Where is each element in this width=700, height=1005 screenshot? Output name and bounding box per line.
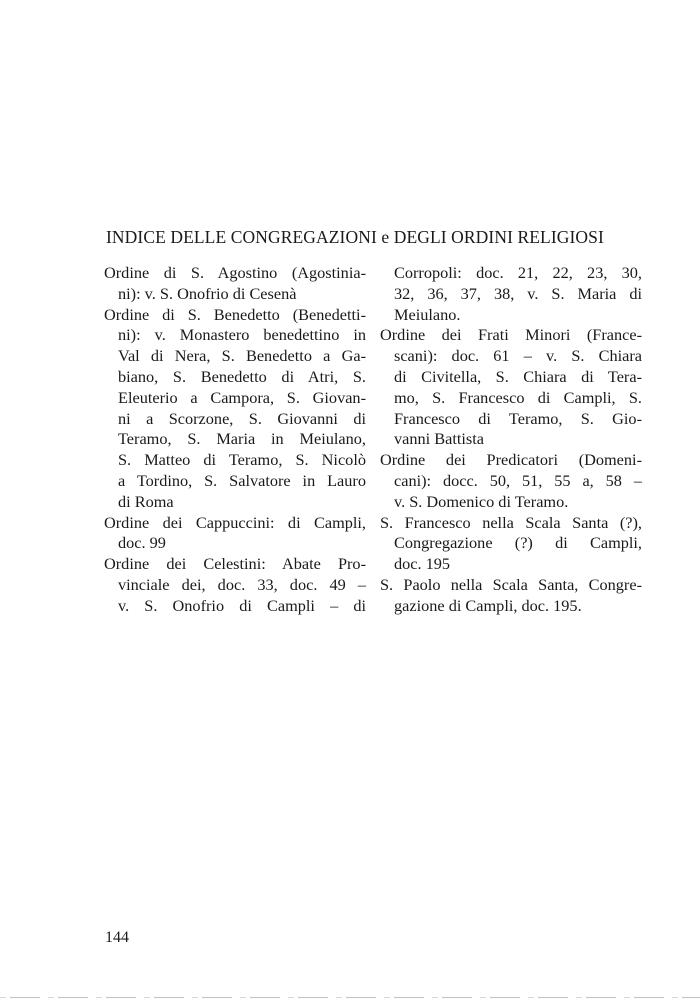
- index-line: biano, S. Benedetto di Atri, S.: [118, 366, 366, 386]
- index-line: doc. 99: [118, 533, 166, 553]
- index-line: Ordine dei Cappuccini: di Campli,: [104, 512, 366, 532]
- index-line: Teramo, S. Maria in Meiulano,: [118, 429, 366, 449]
- index-line: di Civitella, S. Chiara di Tera-: [394, 366, 642, 386]
- index-line: S. Francesco nella Scala Santa (?),: [380, 512, 642, 532]
- index-line: ni): v. S. Onofrio di Cesenà: [118, 283, 297, 303]
- index-line: ni a Scorzone, S. Giovanni di: [118, 408, 366, 428]
- index-line: doc. 195: [394, 554, 451, 574]
- index-line: Ordine dei Celestini: Abate Pro-: [104, 554, 366, 574]
- index-line: v. S. Domenico di Teramo.: [394, 491, 569, 511]
- page-title: INDICE DELLE CONGREGAZIONI e DEGLI ORDINI RELIGIOSI: [106, 227, 604, 247]
- index-line: di Roma: [118, 491, 174, 511]
- page-number: 144: [105, 929, 129, 946]
- index-line: Corropoli: doc. 21, 22, 23, 30,: [394, 263, 642, 282]
- index-line: Val di Nera, S. Benedetto a Ga-: [118, 346, 366, 366]
- index-line: scani): doc. 61 – v. S. Chiara: [394, 346, 642, 366]
- index-column-left: [104, 263, 366, 617]
- scan-edge-line: [0, 997, 700, 998]
- index-line: gazione di Campli, doc. 195.: [394, 595, 582, 615]
- index-line: cani): docc. 50, 51, 55 a, 58 –: [394, 470, 642, 490]
- index-line: vinciale dei, doc. 33, doc. 49 –: [118, 574, 366, 594]
- index-line: Eleuterio a Campora, S. Giovan-: [118, 387, 366, 407]
- index-line: a Tordino, S. Salvatore in Lauro: [118, 470, 366, 490]
- index-line: Ordine dei Predicatori (Domeni-: [380, 450, 642, 470]
- index-line: ni): v. Monastero benedettino in: [118, 325, 366, 345]
- index-line: mo, S. Francesco di Campli, S.: [394, 387, 642, 407]
- index-line: v. S. Onofrio di Campli – di: [118, 595, 366, 615]
- index-line: Ordine dei Frati Minori (France-: [380, 325, 642, 345]
- index-line: 32, 36, 37, 38, v. S. Maria di: [394, 283, 642, 303]
- index-line: vanni Battista: [394, 429, 484, 449]
- index-line: Francesco di Teramo, S. Gio-: [394, 408, 642, 428]
- index-line: S. Matteo di Teramo, S. Nicolò: [118, 450, 366, 470]
- index-line: Ordine di S. Benedetto (Benedetti-: [104, 304, 366, 324]
- index-line: Meiulano.: [394, 304, 461, 324]
- index-line: Congregazione (?) di Campli,: [394, 533, 642, 553]
- index-line: S. Paolo nella Scala Santa, Congre-: [380, 574, 642, 594]
- index-column-right: [380, 263, 642, 617]
- index-line: Ordine di S. Agostino (Agostinia-: [104, 263, 366, 282]
